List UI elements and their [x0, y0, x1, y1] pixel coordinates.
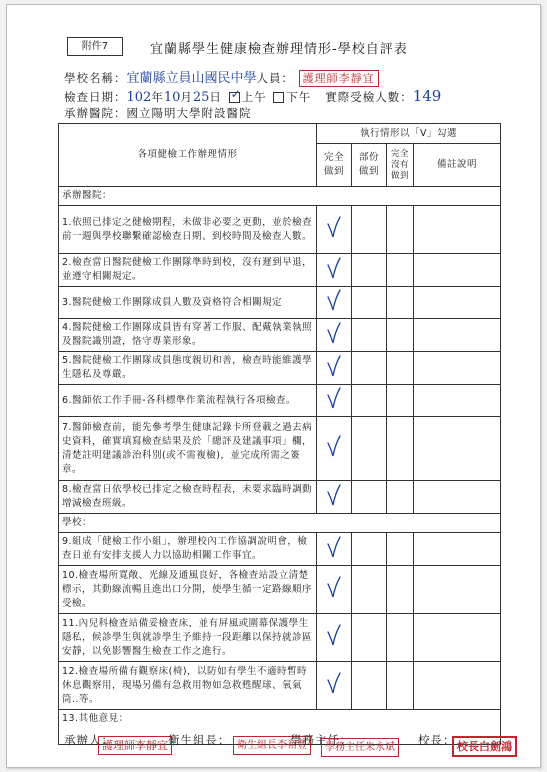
pm-checkbox	[273, 92, 284, 103]
col-remarks: 備註說明	[414, 144, 501, 187]
remark-cell	[414, 287, 501, 319]
none-cell	[387, 566, 414, 614]
pm-label: 下午	[286, 90, 312, 104]
remark-cell	[414, 481, 501, 514]
health-stamp: 衛生組長李裕豐	[233, 736, 311, 755]
check-mark-icon	[327, 484, 341, 506]
appendix-label: 附件7	[67, 37, 123, 56]
none-cell	[387, 614, 414, 662]
none-cell	[387, 481, 414, 514]
evaluation-table	[58, 123, 501, 745]
item-6: 6.醫師依工作手冊-各科標準作業流程執行各項檢查。	[59, 385, 317, 417]
none-cell	[387, 662, 414, 710]
item-12: 12.檢查場所備有觀察床(椅)，以防如有學生不適時暫時休息觀察用，現場另備有急救用物如急救甦醒球、氧氣筒..等。	[59, 662, 317, 710]
none-cell	[387, 319, 414, 352]
check-1	[317, 206, 352, 254]
footer-health-label: 衛生組長：	[168, 733, 231, 747]
none-cell	[387, 385, 414, 417]
check-mark-icon	[327, 435, 341, 457]
check-mark-icon	[327, 536, 341, 558]
footer-principal-label: 校長：	[418, 733, 456, 747]
check-11	[317, 614, 352, 662]
partial-cell	[352, 352, 387, 385]
section-school: 學校：	[59, 514, 501, 533]
item-8: 8.檢查當日依學校已排定之檢查時程表，未要求臨時調動增減檢查班級。	[59, 481, 317, 514]
none-cell	[387, 352, 414, 385]
section-hospital: 承辦醫院：	[59, 187, 501, 206]
item-7: 7.醫師檢查前，能先參考學生健康記錄卡所登載之過去病史資料，確實填寫檢查結果及於「總評及建議事項」欄，清楚註明建議診治科別(或不需複檢)，並完成所需之簽章。	[59, 417, 317, 481]
date-label: 檢查日期：	[64, 90, 127, 104]
check-8	[317, 481, 352, 514]
item-13: 13.其他意見：	[59, 710, 501, 745]
footer-organizer-label: 承辦人：	[64, 733, 114, 747]
remark-cell	[414, 206, 501, 254]
date-row	[64, 87, 441, 105]
principal-stamp: 校長白劍鴻	[452, 736, 517, 757]
month-unit: 月	[180, 90, 193, 104]
check-mark-icon	[327, 624, 341, 646]
check-9	[317, 533, 352, 566]
partial-cell	[352, 254, 387, 287]
organizer-stamp: 護理師李靜宜	[98, 736, 172, 755]
item-10: 10.檢查場所寬敞、光線及通風良好，各檢查站設立清楚標示，其動線流暢且進出口分開，使學生循一定路線順序受檢。	[59, 566, 317, 614]
none-cell	[387, 417, 414, 481]
check-mark-icon	[327, 672, 341, 694]
date-day: 25	[192, 90, 210, 105]
partial-cell	[352, 319, 387, 352]
item-9: 9.組成「健檢工作小組」，辦理校內工作協調說明會，檢查日並有安排支援人力以協助相關工作事宜。	[59, 533, 317, 566]
check-5	[317, 352, 352, 385]
col-none: 完全沒有做到	[387, 144, 414, 187]
item-5: 5.醫院健檢工作團隊成員態度親切和善，檢查時能維護學生隱私及尊嚴。	[59, 352, 317, 385]
none-cell	[387, 533, 414, 566]
remark-cell	[414, 566, 501, 614]
remark-cell	[414, 385, 501, 417]
hospital-label: 承辦醫院：	[64, 106, 127, 120]
remark-cell	[414, 417, 501, 481]
hospital-row	[64, 105, 252, 121]
check-mark-icon	[327, 257, 341, 279]
header-execution: 執行情形以「V」勾選	[317, 124, 501, 144]
affairs-stamp: 學務主任朱永斌	[321, 738, 399, 757]
check-mark-icon	[327, 576, 341, 598]
none-cell	[387, 254, 414, 287]
am-check-mark: ✓	[230, 87, 242, 101]
document-title: 宜蘭縣學生健康檢查辦理情形-學校自評表	[150, 42, 408, 57]
check-2	[317, 254, 352, 287]
none-cell	[387, 287, 414, 319]
none-cell	[387, 206, 414, 254]
partial-cell	[352, 566, 387, 614]
item-1: 1.依照已排定之健檢期程，未做非必要之更動，並於檢查前一週與學校聯繫確認檢查日期、到校時間及檢查人數。	[59, 206, 317, 254]
school-value: 宜蘭縣立員山國民中學	[126, 71, 257, 86]
am-label: 上午	[241, 90, 267, 104]
check-mark-icon	[327, 289, 341, 311]
year-unit: 年	[151, 90, 164, 104]
col-full: 完全做到	[317, 144, 352, 187]
remark-cell	[414, 662, 501, 710]
item-11: 11.內兒科檢查站備妥檢查床，並有屏風或圍幕保護學生隱私，候診學生與就診學生予維持一段距離以保持就診區安靜，以免影響醫生檢查工作之進行。	[59, 614, 317, 662]
am-checkbox	[229, 87, 242, 103]
partial-cell	[352, 481, 387, 514]
check-7	[317, 417, 352, 481]
partial-cell	[352, 385, 387, 417]
remark-cell	[414, 319, 501, 352]
partial-cell	[352, 417, 387, 481]
staff-stamp: 護理師李靜宜	[299, 70, 379, 87]
partial-cell	[352, 287, 387, 319]
count-label: 實際受檢人數：	[325, 90, 413, 104]
date-year: 102	[126, 90, 152, 105]
item-4: 4.醫院健檢工作團隊成員皆有穿著工作服、配戴執業執照及醫院識別證，恪守專業形象。	[59, 319, 317, 352]
partial-cell	[352, 662, 387, 710]
school-row	[64, 67, 379, 87]
item-3: 3.醫院健檢工作團隊成員人數及資格符合相關規定	[59, 287, 317, 319]
check-6	[317, 385, 352, 417]
staff-label: 人員：	[256, 71, 295, 85]
remark-cell	[414, 614, 501, 662]
check-12	[317, 662, 352, 710]
header-items: 各項健檢工作辦理情形	[59, 124, 317, 187]
check-mark-icon	[327, 322, 341, 344]
remark-cell	[414, 254, 501, 287]
col-partial: 部份做到	[352, 144, 387, 187]
footer-affairs-label: 學務主任：	[290, 733, 353, 747]
check-3	[317, 287, 352, 319]
check-4	[317, 319, 352, 352]
check-mark-icon	[327, 387, 341, 409]
check-10	[317, 566, 352, 614]
count-value: 149	[412, 87, 442, 105]
partial-cell	[352, 533, 387, 566]
partial-cell	[352, 614, 387, 662]
remark-cell	[414, 352, 501, 385]
school-label: 學校名稱：	[64, 71, 127, 85]
date-month: 10	[163, 90, 181, 105]
day-unit: 日	[209, 90, 222, 104]
hospital-value: 國立陽明大學附設醫院	[126, 106, 252, 120]
check-mark-icon	[327, 216, 341, 238]
partial-cell	[352, 206, 387, 254]
item-2: 2.檢查當日醫院健檢工作團隊準時到校，沒有遲到早退，並遵守相關規定。	[59, 254, 317, 287]
check-mark-icon	[327, 355, 341, 377]
remark-cell	[414, 533, 501, 566]
